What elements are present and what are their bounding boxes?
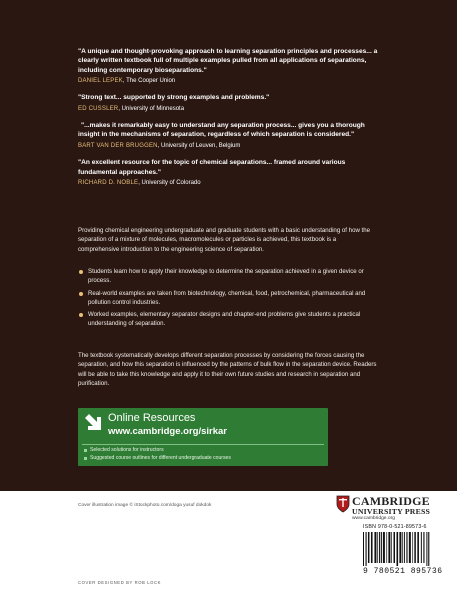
cover-designer: COVER DESIGNED BY ROB LOCK <box>78 580 162 585</box>
book-summary: The textbook systematically develops different separation processes by considering the forces causing the separation, and how this separation is influenced by the patterns of bulk flow in the separation device. Readers will be able to take this knowledge and apply it to their own future studies and research in separation and purification. <box>78 352 377 387</box>
author-affiliation: , The Cooper Union <box>122 77 176 84</box>
arrow-icon <box>84 413 102 431</box>
online-resources-list <box>84 447 231 462</box>
author-name: BART VAN DER BRUGGEN <box>78 142 158 149</box>
barcode-bar <box>423 532 424 563</box>
barcode-number: 9 780521 895736 <box>363 567 443 576</box>
feature-item: Real-world examples are taken from biotechnology, chemical, food, petrochemical, pharmaceutical and pollution control industries. <box>78 289 378 308</box>
barcode-bar <box>417 532 419 563</box>
quote-author <box>78 77 378 86</box>
barcode-bar <box>366 532 367 566</box>
cover-credit: Cover illustration image © iStockphoto.com/doga yusuf dokdok <box>78 503 212 508</box>
author-affiliation: , University of Leuven, Belgium <box>157 142 241 149</box>
barcode-bar <box>394 532 396 563</box>
quote-author <box>78 105 378 114</box>
barcode-bar <box>404 532 405 563</box>
barcode-block <box>361 524 451 576</box>
endorsement-quote <box>78 93 378 113</box>
author-name: ED CUSSLER <box>78 105 119 112</box>
barcode-bar <box>386 532 387 563</box>
online-resources-box <box>78 408 328 466</box>
barcode-bar <box>374 532 376 563</box>
resource-item: Selected solutions for instructors <box>84 447 231 455</box>
barcode-bar <box>377 532 378 563</box>
barcode-bar <box>412 532 413 563</box>
barcode-bar <box>399 532 401 563</box>
quote-text: "An excellent resource for the topic of chemical separations... framed around various fundamental approaches." <box>78 159 346 176</box>
endorsement-quote <box>78 121 378 150</box>
quote-author <box>78 142 378 151</box>
online-resources-title: Online Resources <box>108 412 196 424</box>
endorsement-quote <box>78 47 378 85</box>
endorsement-quote <box>78 158 378 187</box>
feature-item: Worked examples, elementary separator designs and chapter-end problems give students a practical understanding of separation. <box>78 310 378 329</box>
barcode-bar <box>371 532 373 563</box>
quote-author <box>78 179 378 188</box>
author-affiliation: , University of Minnesota <box>118 105 185 112</box>
quote-text: "...makes it remarkably easy to understand any separation process... gives you a thorough insight in the mechanisms of separation, regardless of which separation is considered." <box>78 122 365 139</box>
feature-item: Students learn how to apply their knowledge to determine the separation achieved in a given device or process. <box>78 267 378 286</box>
author-name: DANIEL LEPEK <box>78 77 123 84</box>
quote-text: "Strong text... supported by strong examples and problems." <box>78 94 270 102</box>
barcode-bar <box>383 532 385 563</box>
book-description: Providing chemical engineering undergraduate and graduate students with a basic understanding of how the separation of a mixture of molecules, macromolecules or particles is achieved, this textbook is a comprehensive introduction to the engineering science of separation. <box>78 227 371 253</box>
barcode <box>361 531 451 567</box>
publisher-band <box>0 491 457 600</box>
resource-item: Suggested course outlines for different undergraduate courses <box>84 455 231 463</box>
author-name: RICHARD D. NOBLE <box>78 179 139 186</box>
author-affiliation: , University of Colorado <box>138 179 201 186</box>
feature-list <box>78 267 378 332</box>
barcode-bar <box>414 532 416 563</box>
barcode-bar <box>368 532 370 563</box>
quote-text: "A unique and thought-provoking approach to learning separation principles and processes... a clearly written textbook full of multiple examples pulled from all applications of separations, including contemporary bioseparations." <box>78 48 378 74</box>
barcode-bar <box>397 532 399 566</box>
publisher-website: www.cambridge.org <box>352 516 395 521</box>
publisher-press: UNIVERSITY PRESS <box>352 507 431 516</box>
endorsement-list <box>78 47 378 195</box>
barcode-bar <box>402 532 403 563</box>
barcode-bar <box>409 532 411 563</box>
barcode-bar <box>381 532 382 563</box>
barcode-bar <box>391 532 392 563</box>
online-resources-link[interactable]: www.cambridge.org/sirkar <box>108 426 227 437</box>
barcode-bar <box>388 532 390 563</box>
crest-icon <box>336 495 350 513</box>
barcode-bar <box>363 532 364 566</box>
divider <box>82 444 324 445</box>
barcode-bar <box>426 532 427 566</box>
barcode-bar <box>406 532 407 563</box>
publisher-name: CAMBRIDGE <box>352 494 430 508</box>
isbn-label: ISBN 978-0-521-89573-6 <box>363 524 427 530</box>
barcode-bar <box>379 532 380 563</box>
barcode-bar <box>428 532 429 566</box>
barcode-bar <box>421 532 422 563</box>
